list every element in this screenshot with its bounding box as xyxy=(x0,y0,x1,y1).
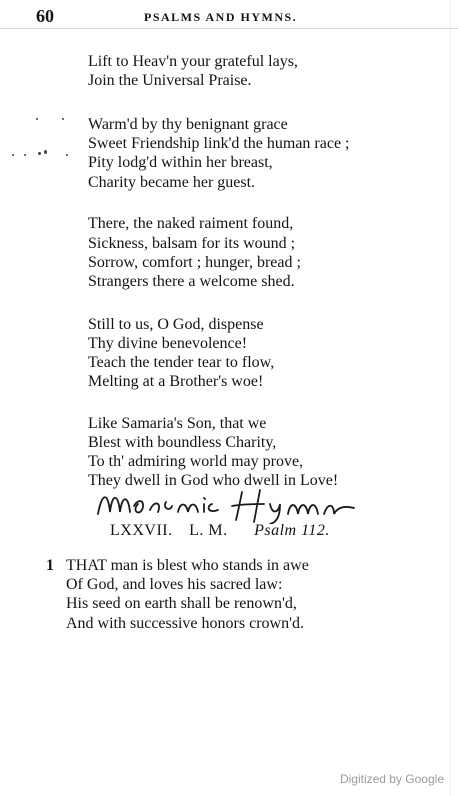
verse-line: Join the Universal Praise. xyxy=(88,72,252,89)
verse-line: There, the naked raiment found, xyxy=(88,215,294,232)
verse-line: Thy divine benevolence! xyxy=(88,335,248,352)
hymn-meter: L. M. xyxy=(189,522,228,539)
speck xyxy=(38,152,41,155)
verse-line: Like Samaria's Son, that we xyxy=(88,415,267,432)
verse-line: They dwell in God who dwell in Love! xyxy=(88,472,339,489)
handwritten-annotation xyxy=(92,484,376,524)
digitized-watermark: Digitized by Google xyxy=(339,772,444,786)
verse-line: To th' admiring world may prove, xyxy=(88,453,304,470)
verse-line: Of God, and loves his sacred law: xyxy=(66,576,283,593)
verse-line: Sweet Friendship link'd the human race ; xyxy=(88,135,350,152)
verse-line: Blest with boundless Charity, xyxy=(88,434,277,451)
verse-line: Sickness, balsam for its wound ; xyxy=(88,235,296,252)
speck xyxy=(36,118,38,120)
verse-line: Still to us, O God, dispense xyxy=(88,316,264,333)
speck xyxy=(12,154,14,156)
speck xyxy=(66,154,68,156)
running-head: PSALMS AND HYMNS. xyxy=(144,10,298,24)
page-number: 60 xyxy=(36,6,54,26)
verse-line: THAT man is blest who stands in awe xyxy=(66,557,309,574)
verse-line: Lift to Heav'n your grateful lays, xyxy=(88,53,298,70)
hymn-heading xyxy=(110,522,330,540)
speck xyxy=(44,150,47,154)
speck xyxy=(62,118,64,120)
speck xyxy=(24,154,26,156)
verse-line: Teach the tender tear to flow, xyxy=(88,354,275,371)
verse-line: Charity became her guest. xyxy=(88,174,256,191)
page-edge xyxy=(450,0,451,796)
page-header xyxy=(0,6,458,28)
verse-number: 1 xyxy=(46,557,54,574)
verse-line: Warm'd by thy benignant grace xyxy=(88,116,288,133)
verse-line: And with successive honors crown'd. xyxy=(66,615,304,632)
hymn-source: Psalm 112. xyxy=(254,522,330,539)
verse-line: His seed on earth shall be renown'd, xyxy=(66,595,297,612)
header-rule xyxy=(0,28,458,29)
verse-line: Strangers there a welcome shed. xyxy=(88,273,295,290)
hymn-number: LXXVII. xyxy=(110,522,173,539)
verse-line: Pity lodg'd within her breast, xyxy=(88,154,273,171)
verse-line: Sorrow, comfort ; hunger, bread ; xyxy=(88,254,301,271)
verse-line: Melting at a Brother's woe! xyxy=(88,373,264,390)
